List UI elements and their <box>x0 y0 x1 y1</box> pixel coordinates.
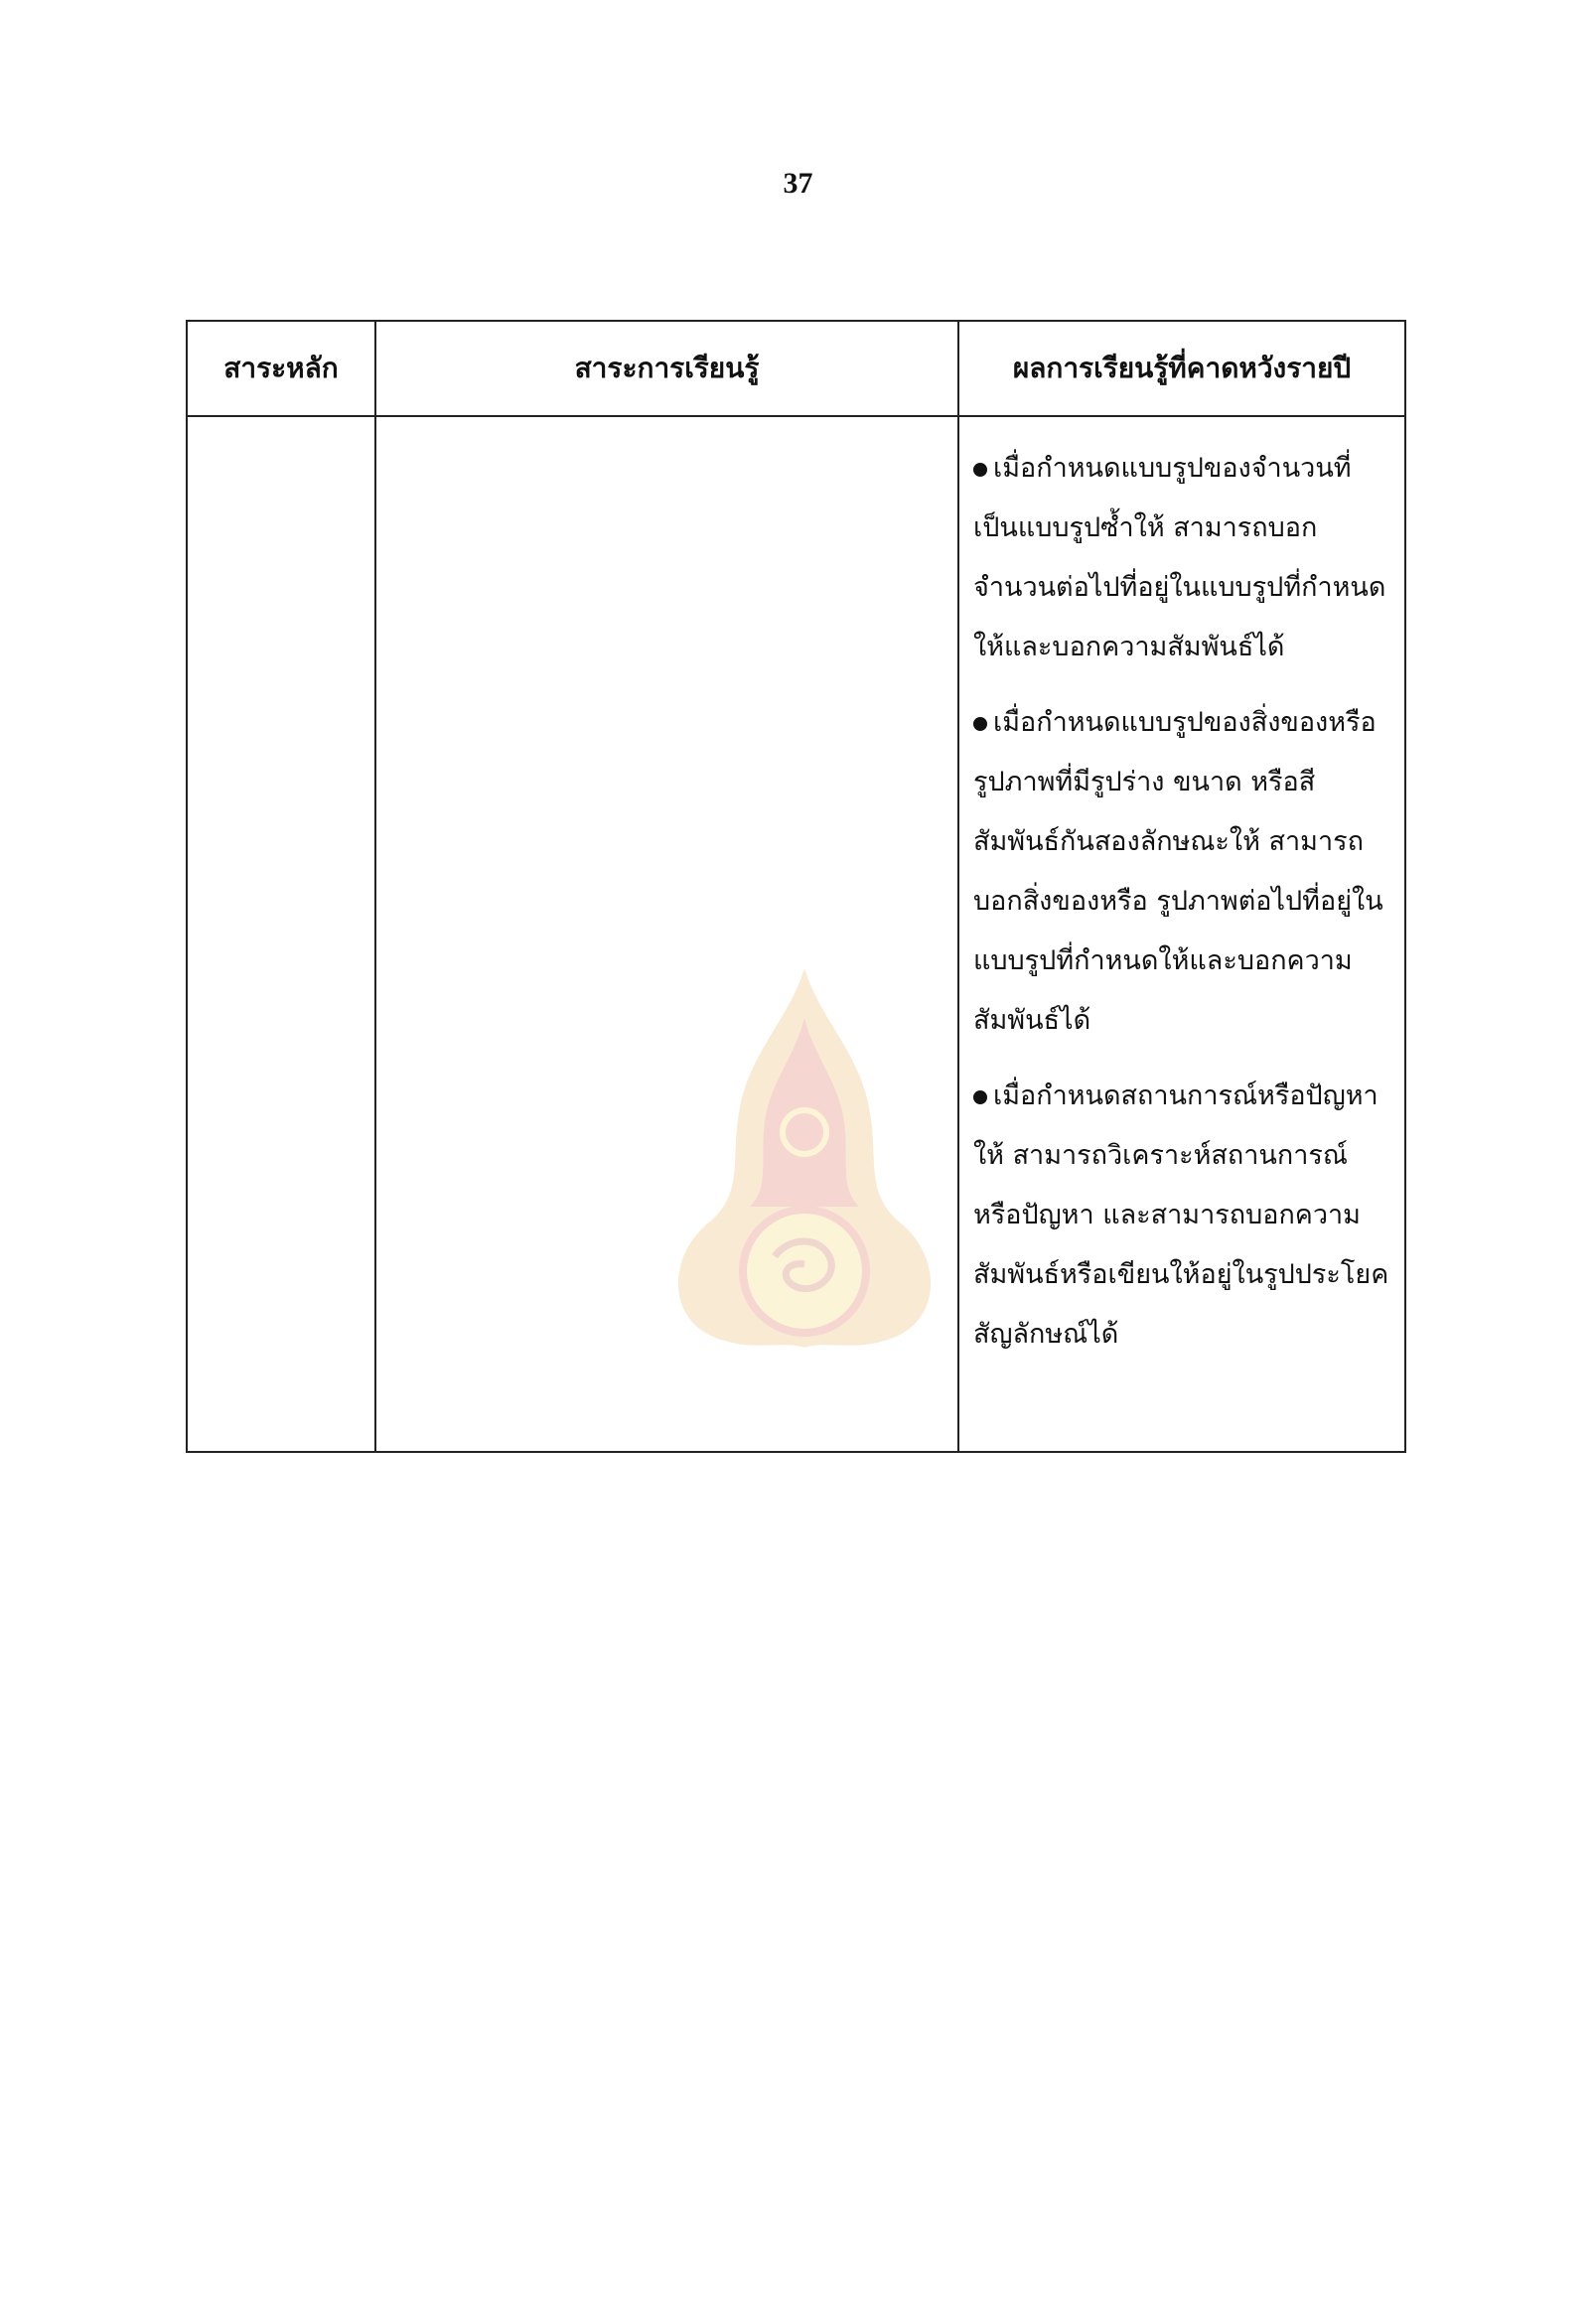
header-content: สาระการเรียนรู้ <box>375 321 958 416</box>
cell-core <box>187 416 375 1452</box>
table-row <box>187 416 1405 1452</box>
outcome-text: เมื่อกำหนดแบบรูปของจำนวนที่เป็นแบบรูปซ้ำให้ สามารถบอกจำนวนต่อไปที่อยู่ในแบบรูปที่กำหนดให้และบอกความสัมพันธ์ได้ <box>973 453 1386 662</box>
bullet-icon <box>973 463 987 477</box>
header-outcome: ผลการเรียนรู้ที่คาดหวังรายปี <box>958 321 1405 416</box>
bullet-icon <box>973 717 987 731</box>
cell-content <box>375 416 958 1452</box>
page-number: 37 <box>783 167 813 200</box>
bullet-icon <box>973 1090 987 1104</box>
table-header-row <box>187 321 1405 416</box>
outcome-item <box>973 693 1390 1051</box>
header-core: สาระหลัก <box>187 321 375 416</box>
cell-outcome <box>958 416 1405 1452</box>
outcome-text: เมื่อกำหนดสถานการณ์หรือปัญหาให้ สามารถวิเคราะห์สถานการณ์หรือปัญหา และสามารถบอกความสัมพันธ์หรือเขียนให้อยู่ในรูปประโยคสัญลักษณ์ได้ <box>973 1080 1389 1350</box>
outcome-text: เมื่อกำหนดแบบรูปของสิ่งของหรือรูปภาพที่มีรูปร่าง ขนาด หรือสีสัมพันธ์กันสองลักษณะให้ สามารถบอกสิ่งของหรือ รูปภาพต่อไปที่อยู่ในแบบรูปที่กำหนดให้และบอกความสัมพันธ์ได้ <box>973 707 1383 1036</box>
outcome-item <box>973 1067 1390 1365</box>
curriculum-table <box>186 320 1406 1453</box>
outcome-item <box>973 439 1390 677</box>
